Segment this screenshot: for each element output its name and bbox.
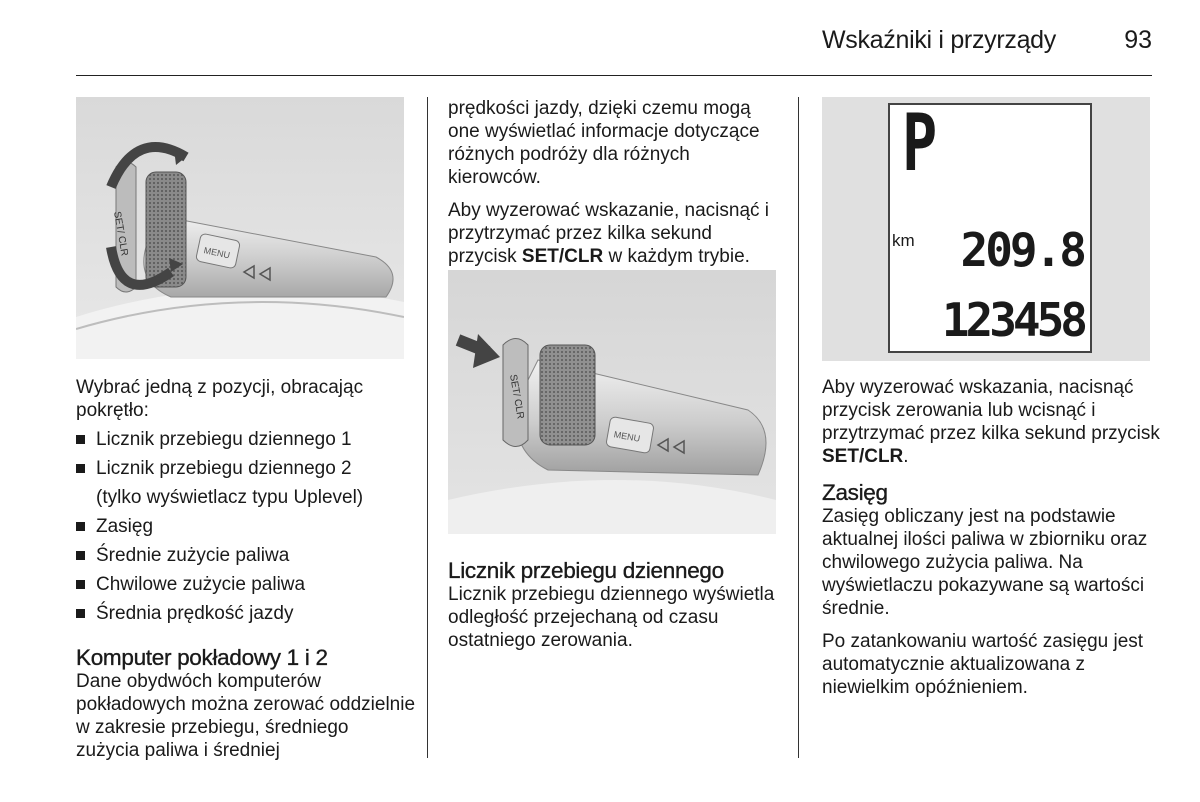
trip-computer-paragraph: Dane obydwóch komputerów pokładowych można zerować oddzielnie w zakresie przebiegu, średniego zużycia paliwa i średniej — [76, 671, 416, 761]
trip-value: 209.8 — [960, 223, 1084, 277]
set-clr-label: SET/ CLR — [111, 210, 130, 257]
left-column — [76, 376, 416, 772]
unit-label: km — [892, 231, 915, 250]
set-clr-label: SET/ CLR — [507, 373, 526, 420]
menu-label: MENU — [613, 429, 641, 444]
list-item: Średnie zużycie paliwa — [76, 544, 416, 573]
trip-computer-heading: Komputer pokładowy 1 i 2 — [76, 645, 328, 670]
section-title: Wskaźniki i przyrządy — [821, 26, 1056, 54]
list-item-note: (tylko wyświetlacz typu Uplevel) — [96, 487, 364, 508]
reset-paragraph: Aby wyzerować wskazanie, nacisnąć i przytrzymać przez kilka sekund przycisk SET/CLR w każdym trybie. — [448, 200, 770, 267]
range-refuel-paragraph: Po zatankowaniu wartość zasięgu jest automatycznie aktualizowana z niewielkim opóźnieniem. — [822, 631, 1144, 698]
right-column — [822, 376, 1162, 709]
rotary-position-list — [76, 428, 416, 631]
set-clr-button-figure — [448, 270, 776, 534]
page-number: 93 — [1124, 26, 1152, 54]
trip-odometer-heading: Licznik przebiegu dziennego — [448, 558, 724, 583]
bullet-square-icon — [76, 464, 85, 473]
list-item: Licznik przebiegu dziennego 1 — [76, 428, 416, 457]
bullet-square-icon — [76, 580, 85, 589]
reset-paragraph: Aby wyzerować wskazania, nacisnąć przycisk zerowania lub wcisnąć i przytrzymać przez kilka sekund przycisk SET/CLR. — [822, 377, 1160, 467]
middle-column-top — [448, 97, 784, 278]
trip-odometer-paragraph: Licznik przebiegu dziennego wyświetla odległość przejechaną od czasu ostatniego zerowania. — [448, 584, 775, 651]
menu-label: MENU — [202, 245, 231, 261]
list-item: Licznik przebiegu dziennego 2 — [76, 457, 416, 486]
range-heading: Zasięg — [822, 480, 888, 505]
list-item: Chwilowe zużycie paliwa — [76, 573, 416, 602]
middle-column-bottom — [448, 558, 784, 662]
header-divider — [76, 75, 1152, 76]
stalk-rotary-figure — [76, 97, 404, 359]
column-divider-left — [427, 97, 428, 758]
bullet-square-icon — [76, 551, 85, 560]
intro-paragraph: Wybrać jedną z pozycji, obracając pokrętło: — [76, 377, 364, 421]
gear-indicator: P — [902, 99, 938, 189]
lcd-display-figure — [822, 97, 1150, 361]
list-item: Średnia prędkość jazdy — [76, 602, 416, 631]
bullet-square-icon — [76, 522, 85, 531]
range-paragraph: Zasięg obliczany jest na podstawie aktualnej ilości paliwa w zbiorniku oraz chwilowego zużycia paliwa. Na wyświetlaczu pokazywane są wartości średnie. — [822, 506, 1148, 619]
column-divider-right — [798, 97, 799, 758]
bullet-square-icon — [76, 609, 85, 618]
lcd-screen — [888, 99, 1092, 353]
bullet-square-icon — [76, 435, 85, 444]
odometer-value: 123458 — [941, 293, 1084, 347]
continued-paragraph: prędkości jazdy, dzięki czemu mogą one wyświetlać informacje dotyczące różnych podróży dla różnych kierowców. — [448, 98, 760, 188]
list-item: Zasięg — [76, 515, 416, 544]
